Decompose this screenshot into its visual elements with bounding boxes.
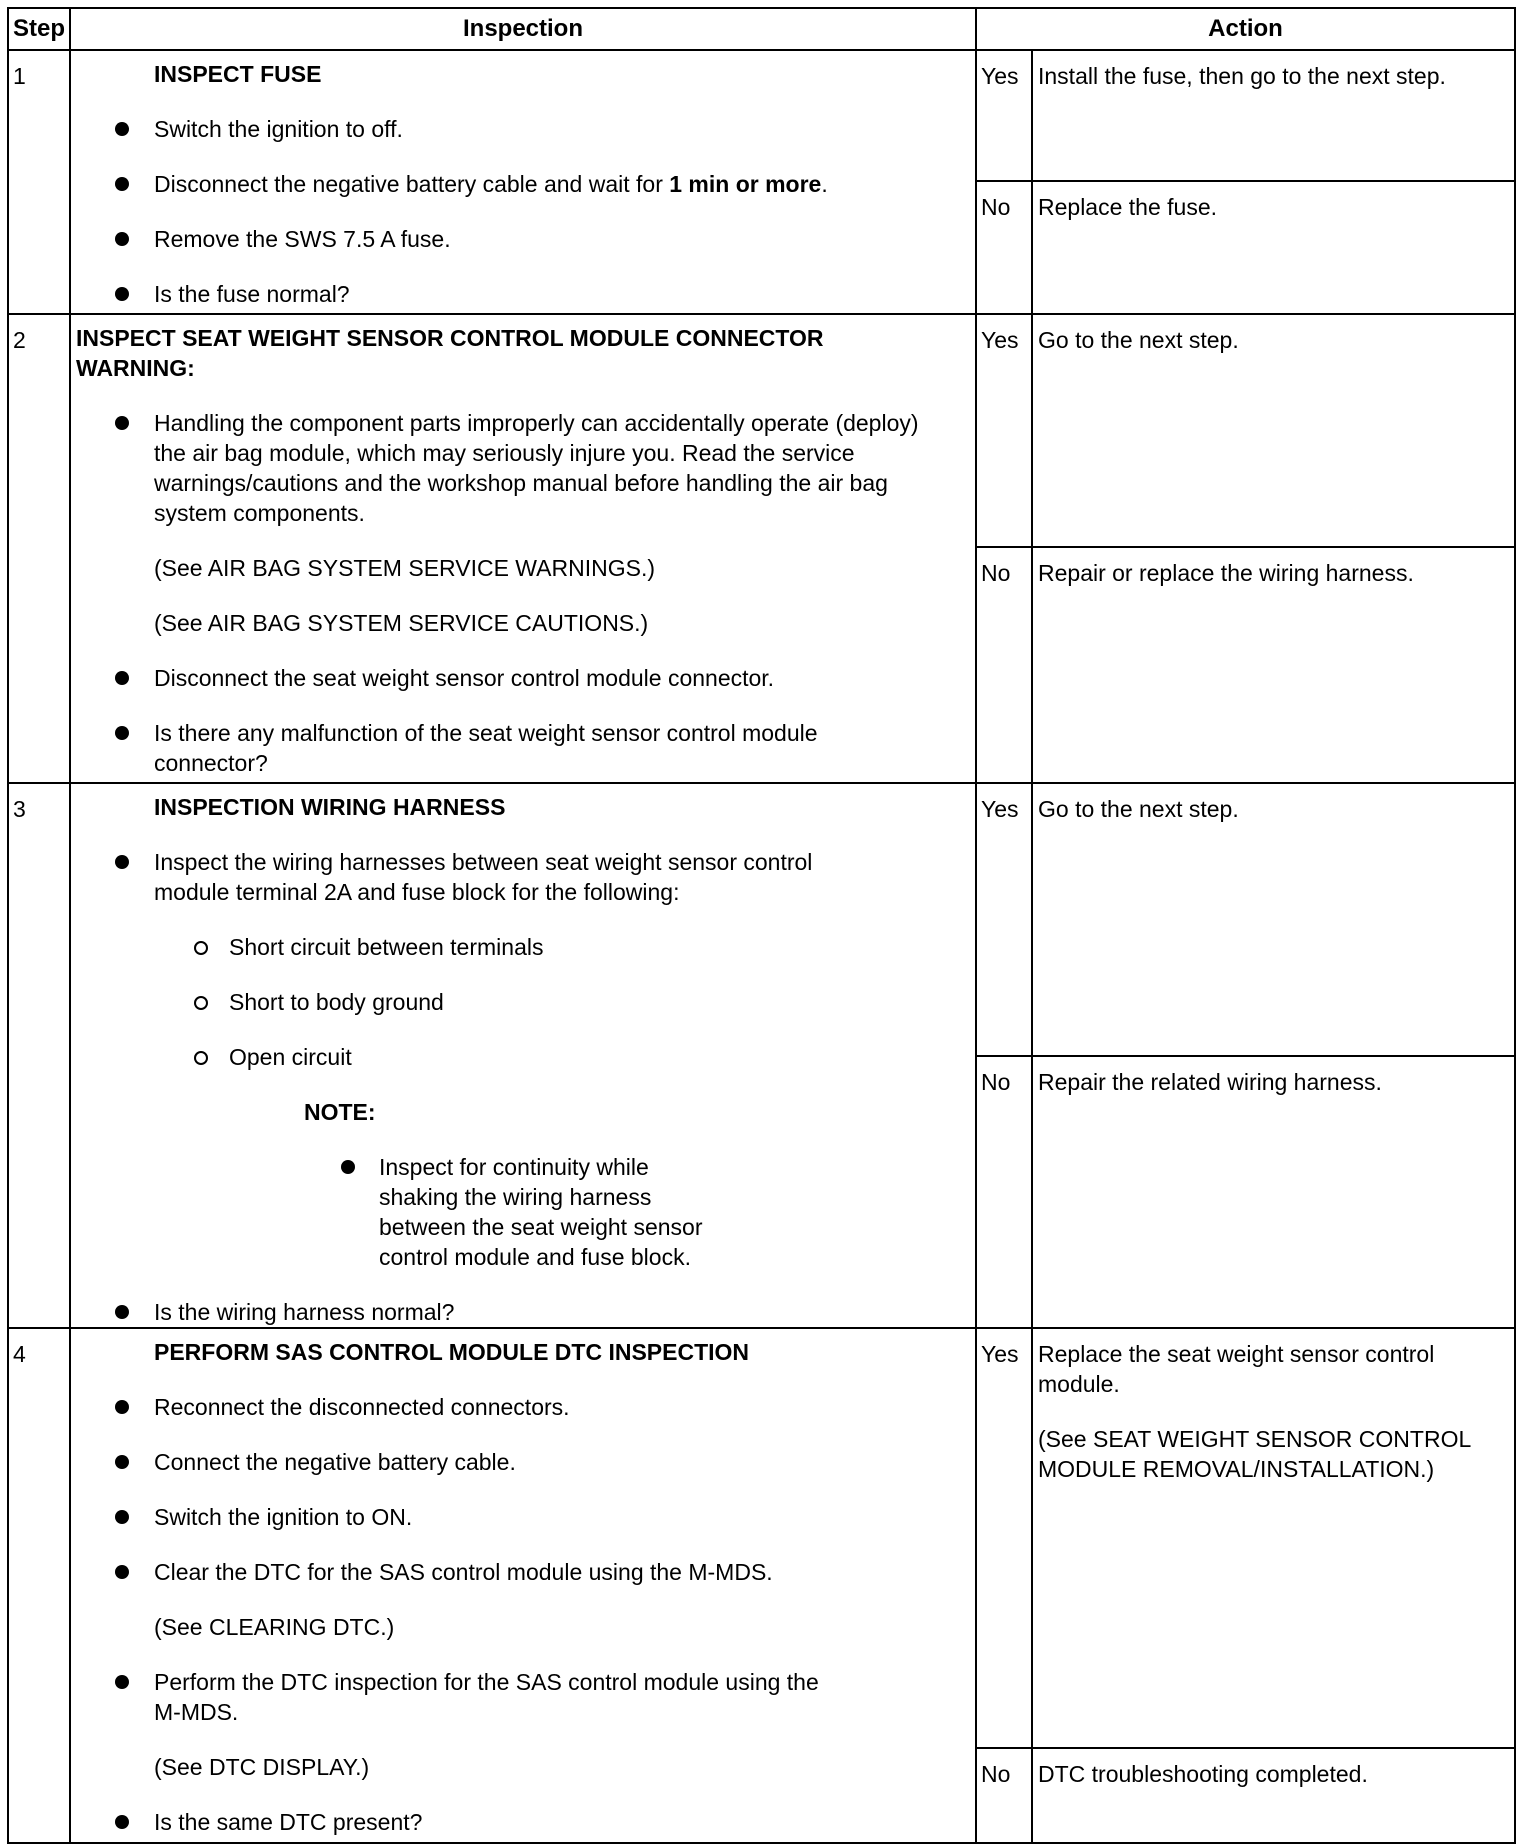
- sub-list-item: Short to body ground: [71, 987, 975, 1017]
- step-title: PERFORM SAS CONTROL MODULE DTC INSPECTION: [154, 1339, 750, 1365]
- yes-label: Yes: [976, 50, 1032, 181]
- note-text: Inspect for continuity while shaking the wiring harness between the seat weight sensor control module and fuse block.: [71, 1152, 975, 1272]
- circle-bullet-icon: [194, 941, 208, 955]
- list-item: Switch the ignition to ON.: [71, 1502, 975, 1532]
- warning-label: WARNING:: [76, 355, 195, 381]
- bullet-icon: [115, 122, 129, 136]
- step-number: 3: [8, 783, 70, 1328]
- step-inspection: [70, 50, 976, 314]
- warning-text: Handling the component parts improperly can accidentally operate (deploy) the air bag module, which may seriously injure you. Read the service warnings/cautions and the workshop manual before handling the air bag system components.: [71, 408, 975, 528]
- step-number: 2: [8, 314, 70, 783]
- action-text: Replace the seat weight sensor control module.: [1038, 1341, 1435, 1397]
- list-item: Clear the DTC for the SAS control module using the M-MDS.: [71, 1557, 975, 1587]
- list-item: Is the fuse normal?: [71, 279, 975, 309]
- bullet-icon: [115, 416, 129, 430]
- bullet-icon: [115, 1305, 129, 1319]
- header-inspection: Inspection: [70, 8, 976, 50]
- no-label: No: [976, 1748, 1032, 1843]
- list-item: Is the wiring harness normal?: [71, 1297, 975, 1327]
- bullet-icon: [115, 671, 129, 685]
- no-label: No: [976, 181, 1032, 314]
- step-number: 4: [8, 1328, 70, 1843]
- no-label: No: [976, 547, 1032, 783]
- reference-text: (See AIR BAG SYSTEM SERVICE CAUTIONS.): [154, 610, 649, 636]
- sub-list-item: Open circuit: [71, 1042, 975, 1072]
- yes-label: Yes: [976, 783, 1032, 1056]
- reference-text: (See SEAT WEIGHT SENSOR CONTROL MODULE REMOVAL/INSTALLATION.): [1038, 1426, 1471, 1482]
- header-step: Step: [8, 8, 70, 50]
- step-inspection: [70, 783, 976, 1328]
- no-action: Repair the related wiring harness.: [1032, 1056, 1515, 1329]
- list-item: Remove the SWS 7.5 A fuse.: [71, 224, 975, 254]
- yes-action: Go to the next step.: [1032, 314, 1515, 547]
- step-inspection: [70, 1328, 976, 1843]
- list-item: Is there any malfunction of the seat weight sensor control module connector?: [71, 718, 975, 778]
- no-label: No: [976, 1056, 1032, 1329]
- step-inspection: [70, 314, 976, 783]
- list-item: Switch the ignition to off.: [71, 114, 975, 144]
- table-row: [8, 1328, 1515, 1748]
- sub-list-item: Short circuit between terminals: [71, 932, 975, 962]
- reference-text: (See DTC DISPLAY.): [154, 1754, 370, 1780]
- bullet-icon: [115, 1455, 129, 1469]
- bullet-icon: [115, 726, 129, 740]
- list-item: Reconnect the disconnected connectors.: [71, 1392, 975, 1422]
- table-row: [8, 314, 1515, 547]
- no-action: Replace the fuse.: [1032, 181, 1515, 314]
- bullet-icon: [115, 177, 129, 191]
- table-row: [8, 50, 1515, 181]
- no-action: DTC troubleshooting completed.: [1032, 1748, 1515, 1843]
- bullet-icon: [115, 1400, 129, 1414]
- list-item: Is the same DTC present?: [71, 1807, 975, 1837]
- step-title: INSPECT FUSE: [154, 61, 322, 87]
- step-title: INSPECTION WIRING HARNESS: [154, 794, 506, 820]
- step-number: 1: [8, 50, 70, 314]
- yes-label: Yes: [976, 314, 1032, 547]
- table-row: [8, 783, 1515, 1056]
- bullet-icon: [341, 1160, 355, 1174]
- circle-bullet-icon: [194, 996, 208, 1010]
- no-action: Repair or replace the wiring harness.: [1032, 547, 1515, 783]
- list-item: Inspect the wiring harnesses between seat weight sensor control module terminal 2A and fuse block for the following:: [71, 847, 975, 907]
- header-action: Action: [976, 8, 1515, 50]
- bullet-icon: [115, 1510, 129, 1524]
- bullet-icon: [115, 232, 129, 246]
- table-header-row: [8, 8, 1515, 50]
- troubleshooting-table: [7, 7, 1516, 1844]
- bullet-icon: [115, 1815, 129, 1829]
- list-item: Connect the negative battery cable.: [71, 1447, 975, 1477]
- emphasis-text: 1 min or more: [669, 171, 822, 197]
- reference-text: (See AIR BAG SYSTEM SERVICE WARNINGS.): [154, 555, 656, 581]
- list-item: Perform the DTC inspection for the SAS control module using the M-MDS.: [71, 1667, 975, 1727]
- bullet-icon: [115, 1675, 129, 1689]
- step-title: INSPECT SEAT WEIGHT SENSOR CONTROL MODULE CONNECTOR: [76, 325, 824, 351]
- yes-action: [1032, 1328, 1515, 1748]
- list-item: Disconnect the seat weight sensor control module connector.: [71, 663, 975, 693]
- note-label: NOTE:: [304, 1099, 376, 1125]
- bullet-icon: [115, 1565, 129, 1579]
- yes-action: Go to the next step.: [1032, 783, 1515, 1056]
- circle-bullet-icon: [194, 1051, 208, 1065]
- reference-text: (See CLEARING DTC.): [154, 1614, 395, 1640]
- list-item: Disconnect the negative battery cable and wait for 1 min or more.: [71, 169, 975, 199]
- yes-action: Install the fuse, then go to the next step.: [1032, 50, 1515, 181]
- yes-label: Yes: [976, 1328, 1032, 1748]
- bullet-icon: [115, 855, 129, 869]
- bullet-icon: [115, 287, 129, 301]
